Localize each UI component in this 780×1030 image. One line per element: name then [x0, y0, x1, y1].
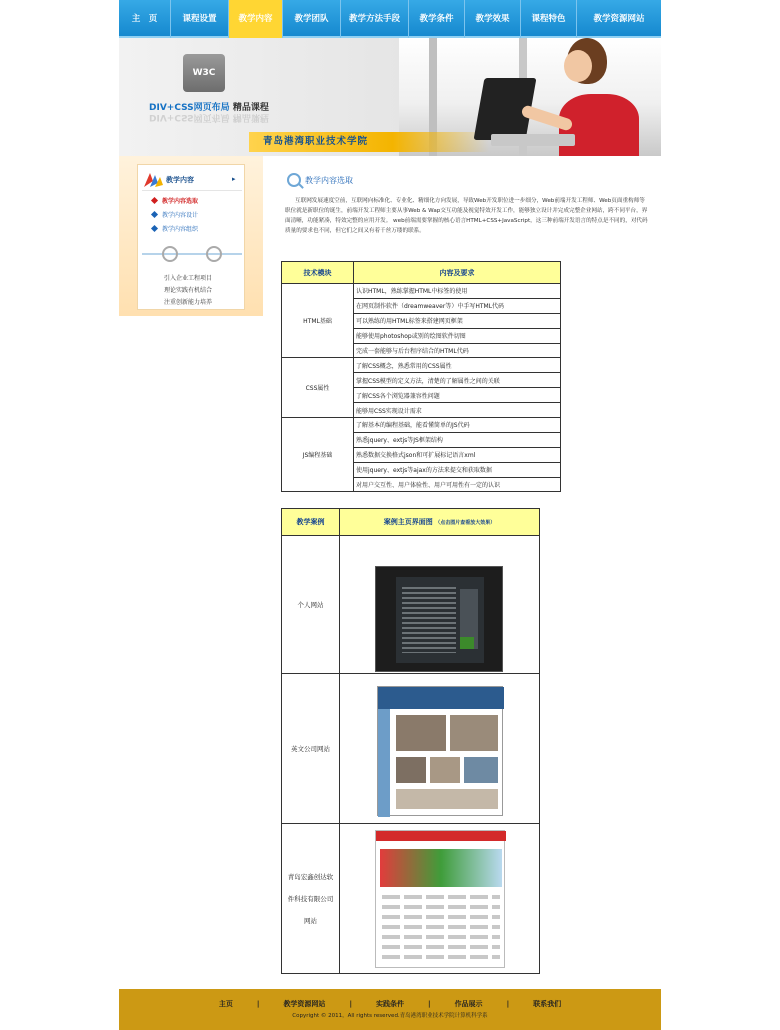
requirement-cell: 能够用CSS实现设计需求	[354, 403, 561, 418]
module-cell: JS编程基础	[282, 418, 354, 492]
table-header-row	[282, 509, 540, 536]
requirement-cell: 熟悉jquery、extjs等JS框架结构	[354, 432, 561, 447]
requirement-cell: 对用户交互性、用户体验性、用户可用性有一定的认识	[354, 477, 561, 492]
case-name: 个人网站	[282, 536, 340, 674]
requirement-cell: 能够使用photoshop或别的绘图软件切图	[354, 328, 561, 343]
laptop-keyboard	[491, 134, 575, 146]
module-cell: HTML基础	[282, 284, 354, 358]
table-row	[282, 358, 561, 373]
column-header-case: 教学案例	[282, 509, 340, 536]
sidebar-item-content-organization[interactable]: 教学内容组织	[162, 226, 199, 233]
chevron-right-icon: ▸	[232, 175, 236, 183]
requirement-cell: 了解CSS各个浏览器兼容性问题	[354, 388, 561, 403]
page-title-row	[287, 170, 353, 190]
requirement-cell: 掌握CSS模型的定义方法，清楚的了解属性之间的关联	[354, 373, 561, 388]
footer-link-practice[interactable]: 实践条件	[376, 1000, 404, 1008]
case-screenshot-cell	[340, 824, 540, 974]
nav-item-teaching-conditions[interactable]: 教学条件	[409, 0, 465, 38]
case-screenshot-cell	[340, 536, 540, 674]
w3c-badge: W3C	[183, 54, 225, 92]
sidebar-item-content-selection[interactable]: 教学内容选取	[162, 198, 199, 205]
course-title-reflection: DIV+CSS网页布局 精品课程	[149, 112, 269, 122]
case-name: 英文公司网站	[282, 674, 340, 824]
footer-separator: |	[428, 1000, 431, 1008]
column-header-module: 技术模块	[282, 262, 354, 284]
footer-link-works[interactable]: 作品展示	[454, 1000, 483, 1008]
table-row	[282, 418, 561, 433]
nav-item-teaching-effect[interactable]: 教学效果	[465, 0, 521, 38]
table-row	[282, 674, 540, 824]
footer-link-resources[interactable]: 教学资源网站	[283, 1000, 326, 1008]
footer	[119, 989, 661, 1030]
nav-item-home[interactable]: 主 页	[119, 0, 171, 38]
case-thumbnail-english-company-site[interactable]	[377, 686, 503, 816]
column-header-requirements: 内容及要求	[354, 262, 561, 284]
bullet-icon	[151, 197, 158, 204]
skills-table	[281, 261, 561, 492]
requirement-cell: 了解基本的编程基础，能看懂简单的JS代码	[354, 418, 561, 433]
table-row	[282, 824, 540, 974]
student-photo-face	[564, 50, 592, 82]
requirement-cell: 认识HTML，熟练掌握HTML中标签的使用	[354, 284, 561, 299]
sidebar-panel	[137, 164, 245, 310]
case-screenshot-cell	[340, 674, 540, 824]
sidebar-title: 教学内容	[166, 176, 194, 184]
nav-item-teaching-methods[interactable]: 教学方法手段	[341, 0, 409, 38]
footer-link-home[interactable]: 主页	[218, 1000, 233, 1008]
table-row	[282, 284, 561, 299]
copyright: Copyright © 2011，All rights reserved.青岛港湾职业技术学院计算机科学系	[292, 1013, 488, 1019]
sidebar-note: 引入企业工程项目	[164, 275, 213, 282]
nav-item-teaching-content[interactable]: 教学内容	[229, 0, 283, 38]
requirement-cell: 完成一套能够与后台程序结合的HTML代码	[354, 343, 561, 358]
footer-link-contact[interactable]: 联系我们	[533, 1000, 562, 1008]
nav-item-course-setup[interactable]: 课程设置	[171, 0, 229, 38]
footer-links	[119, 999, 661, 1009]
case-name: 青岛宏鑫创达软 件科技有限公司 网站	[282, 824, 340, 974]
footer-separator: |	[506, 1000, 510, 1008]
footer-separator: |	[256, 1000, 260, 1008]
banner	[119, 38, 661, 156]
table-row	[282, 536, 540, 674]
school-name: 青岛港湾职业技术学院	[249, 132, 489, 152]
top-nav	[119, 0, 661, 38]
footer-separator: |	[349, 1000, 352, 1008]
intro-paragraph: 互联网发展速度空前，互联网向标准化、专业化、精细化方向发展，导致Web开发职位进一步细分，Web前端开发工程师、Web页面重构师等职位就是新职位的诞生，前端开发工程师主要从事Web & Wap交互功能及视觉特效开发工作，能够独立设计并完成完整企业网站，跨不同平台，界面清晰，功能紧凑，特效完整的应用开发。 web前端需要掌握的核心语言HTML+CSS+JavaScript，这三种前端开发语言的特点是不同的，对代码质量的要求也不同，但它们之间又有着千丝万缕的联系。	[285, 198, 648, 234]
nav-item-teaching-team[interactable]: 教学团队	[283, 0, 341, 38]
cases-table	[281, 508, 540, 974]
nav-item-course-features[interactable]: 课程特色	[521, 0, 577, 38]
course-title: DIV+CSS网页布局 精品课程	[149, 103, 269, 113]
binder-ring-decoration	[142, 239, 242, 269]
page-title: 教学内容选取	[305, 175, 353, 185]
requirement-cell: 在网页制作软件（dreamweaver等）中手写HTML代码	[354, 298, 561, 313]
module-cell: CSS属性	[282, 358, 354, 418]
case-thumbnail-personal-site[interactable]	[375, 566, 503, 672]
sidebar	[119, 156, 263, 316]
case-thumbnail-hongxin-site[interactable]	[375, 830, 505, 968]
column-header-screenshot: 案例主页界面图 （点击图片查看放大效果）	[340, 509, 540, 536]
sidebar-note: 注重创新能力培养	[164, 299, 213, 306]
book-icon	[142, 171, 164, 189]
bullet-icon	[151, 225, 158, 232]
requirement-cell: 熟悉数据交换格式json和可扩展标记语言xml	[354, 447, 561, 462]
bullet-icon	[151, 211, 158, 218]
table-header-row	[282, 262, 561, 284]
sidebar-item-content-design[interactable]: 教学内容设计	[162, 212, 199, 219]
requirement-cell: 使用jquery、extjs等ajax的方法来提交和获取数据	[354, 462, 561, 477]
requirement-cell: 可以熟练的用HTML标签来搭建网页框架	[354, 313, 561, 328]
sidebar-header	[142, 169, 242, 191]
nav-item-resources[interactable]: 教学资源网站	[593, 14, 645, 24]
requirement-cell: 了解CSS概念，熟悉常用的CSS属性	[354, 358, 561, 373]
sidebar-note: 理论实践有机结合	[164, 287, 213, 294]
magnifier-icon	[287, 173, 301, 187]
